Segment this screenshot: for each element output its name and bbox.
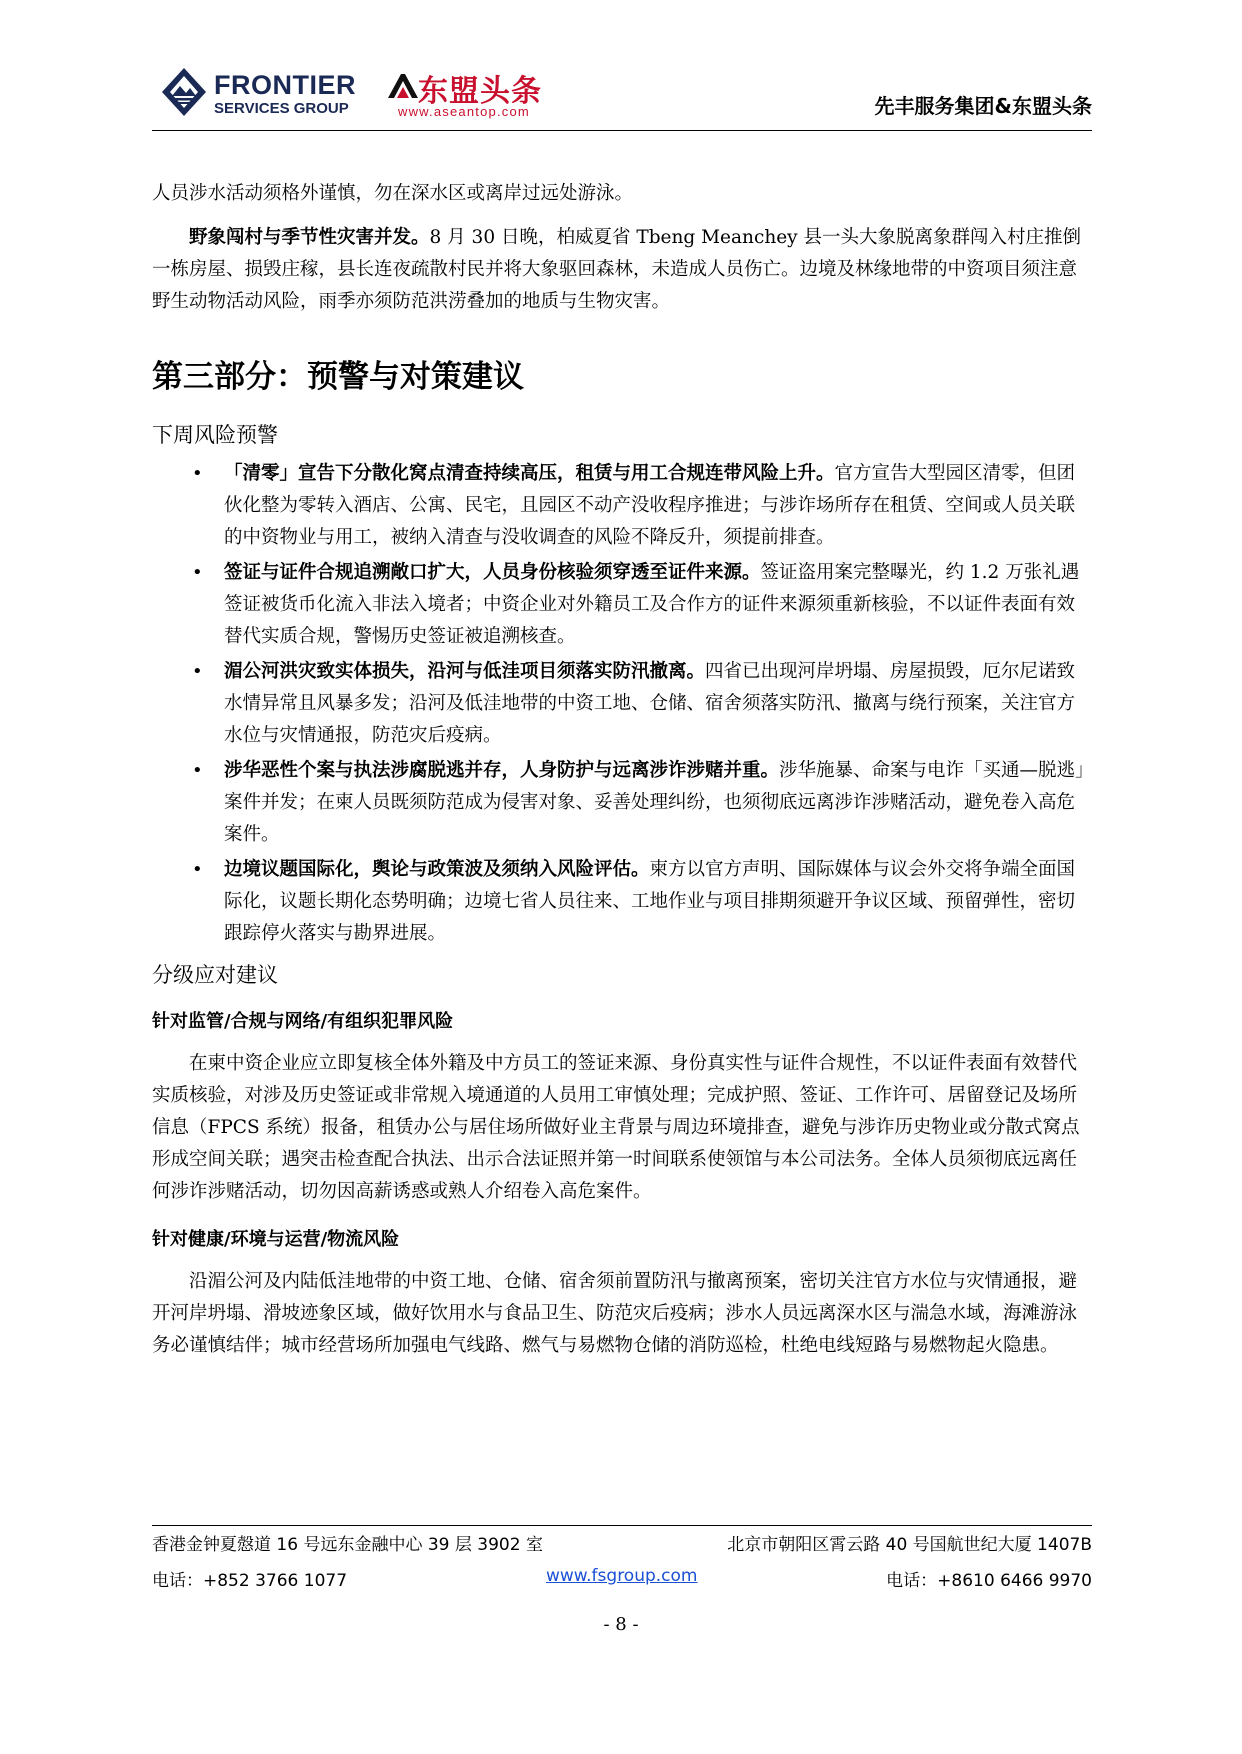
bullet-icon: • (192, 760, 203, 781)
warning-list (152, 458, 1092, 950)
list-item (152, 755, 1092, 851)
list-item-lead: 边境议题国际化，舆论与政策波及须纳入风险评估。 (224, 859, 650, 880)
section-title: 第三部分：预警与对策建议 (152, 359, 524, 395)
paragraph-wild-elephant (152, 222, 1092, 318)
website-link[interactable]: www.fsgroup.com (546, 1566, 698, 1586)
header-divider (152, 130, 1092, 131)
paragraph-lead: 野象闯村与季节性灾害并发。 (189, 227, 430, 248)
page-number: - 8 - (603, 1614, 639, 1635)
bj-phone: 电话：+8610 6466 9970 (886, 1571, 1092, 1591)
frontier-wordmark: FRONTIER (214, 70, 356, 100)
page-content (152, 178, 1092, 1362)
header-title: 先丰服务集团&东盟头条 (874, 94, 1092, 118)
hk-address: 香港金钟夏慤道 16 号远东金融中心 39 层 3902 室 (152, 1535, 543, 1555)
list-item-text: 柬方以官方声明、国际媒体与议会外交将争端全面国际化，议题长期化态势明确；边境七省人员往来、工地作业与项目排期须避开争议区域、预留弹性，密切跟踪停火落实与勘界进展。 (224, 859, 1076, 944)
list-item (152, 656, 1092, 752)
services-group-wordmark: SERVICES GROUP (214, 100, 349, 117)
list-item-text: 官方宣告大型园区清零，但团伙化整为零转入酒店、公寓、民宅，且园区不动产没收程序推进；与涉诈场所存在租赁、空间或人员关联的中资物业与用工，被纳入清查与没收调查的风险不降反升，须提前排查。 (224, 463, 1076, 548)
page-header (152, 58, 1092, 126)
list-item-lead: 湄公河洪灾致实体损失，沿河与低洼项目须落实防汛撤离。 (224, 661, 706, 682)
paragraph-body: 8 月 30 日晚，柏威夏省 Tbeng Meanchey 县一头大象脱离象群闯入村庄推倒一栋房屋、损毁庄稼，县长连夜疏散村民并将大象驱回森林，未造成人员伤亡。边境及林缘地带的中资项目须注意野生动物活动风险，雨季亦须防范洪涝叠加的地质与生物灾害。 (152, 227, 1082, 312)
subheading-health: 针对健康/环境与运营/物流风险 (152, 1229, 400, 1250)
response-heading: 分级应对建议 (152, 963, 278, 987)
list-item-text: 涉华施暴、命案与电诈「买通—脱逃」案件并发；在柬人员既须防范成为侵害对象、妥善处理纠纷，也须彻底远离涉诈涉赌活动，避免卷入高危案件。 (224, 760, 1085, 845)
paragraph-continued: 人员涉水活动须格外谨慎，勿在深水区或离岸过远处游泳。 (152, 183, 634, 204)
bullet-icon: • (192, 562, 203, 583)
subheading-compliance: 针对监管/合规与网络/有组织犯罪风险 (152, 1011, 454, 1032)
hk-phone: 电话：+852 3766 1077 (152, 1571, 348, 1591)
bullet-icon: • (192, 859, 203, 880)
list-item-text: 签证盗用案完整曝光，约 1.2 万张礼遇签证被货币化流入非法入境者；中资企业对外籍员工及合作方的证件来源须重新核验，不以证件表面有效替代实质合规，警惕历史签证被追溯核查。 (224, 562, 1080, 647)
bullet-icon: • (192, 463, 203, 484)
list-item (152, 458, 1092, 554)
footer-divider (152, 1525, 1092, 1526)
paragraph-health: 沿湄公河及内陆低洼地带的中资工地、仓储、宿舍须前置防汛与撤离预案，密切关注官方水位与灾情通报，避开河岸坍塌、滑坡迹象区域，做好饮用水与食品卫生、防范灾后疫病；涉水人员远离深水区与湍急水域，海滩游泳务必谨慎结伴；城市经营场所加强电气线路、燃气与易燃物仓储的消防巡检，杜绝电线短路与易燃物起火隐患。 (152, 1271, 1078, 1356)
frontier-emblem-icon (160, 66, 208, 118)
list-item-lead: 「清零」宣告下分散化窝点清查持续高压，租赁与用工合规连带风险上升。 (224, 463, 835, 484)
list-item (152, 557, 1092, 653)
list-item (152, 854, 1092, 950)
list-item-lead: 涉华恶性个案与执法涉腐脱逃并存，人身防护与远离涉诈涉赌并重。 (224, 760, 780, 781)
aseantop-mark-icon (386, 70, 420, 100)
list-item-lead: 签证与证件合规追溯敞口扩大，人员身份核验须穿透至证件来源。 (224, 562, 761, 583)
paragraph-compliance: 在柬中资企业应立即复核全体外籍及中方员工的签证来源、身份真实性与证件合规性，不以证件表面有效替代实质核验，对涉及历史签证或非常规入境通道的人员用工审慎处理；完成护照、签证、工作许可、居留登记及场所信息（FPCS 系统）报备，租赁办公与居住场所做好业主背景与周边环境排查，避免与涉诈历史物业或分散式窝点形成空间关联；遇突击检查配合执法、出示合法证照并第一时间联系使领馆与本公司法务。全体人员须彻底远离任何涉诈涉赌活动，切勿因高薪诱惑或熟人介绍卷入高危案件。 (152, 1053, 1080, 1202)
list-item-text: 四省已出现河岸坍塌、房屋损毁，厄尔尼诺致水情异常且风暴多发；沿河及低洼地带的中资工地、仓储、宿舍须落实防汛、撤离与绕行预案，关注官方水位与灾情通报，防范灾后疫病。 (224, 661, 1076, 746)
bj-address: 北京市朝阳区霄云路 40 号国航世纪大厦 1407B (727, 1535, 1092, 1555)
bullet-icon: • (192, 661, 203, 682)
warning-heading: 下周风险预警 (152, 423, 278, 447)
aseantop-url: www.aseantop.com (398, 104, 530, 119)
aseantop-wordmark: 东盟头条 (418, 74, 542, 109)
logos (160, 66, 580, 122)
